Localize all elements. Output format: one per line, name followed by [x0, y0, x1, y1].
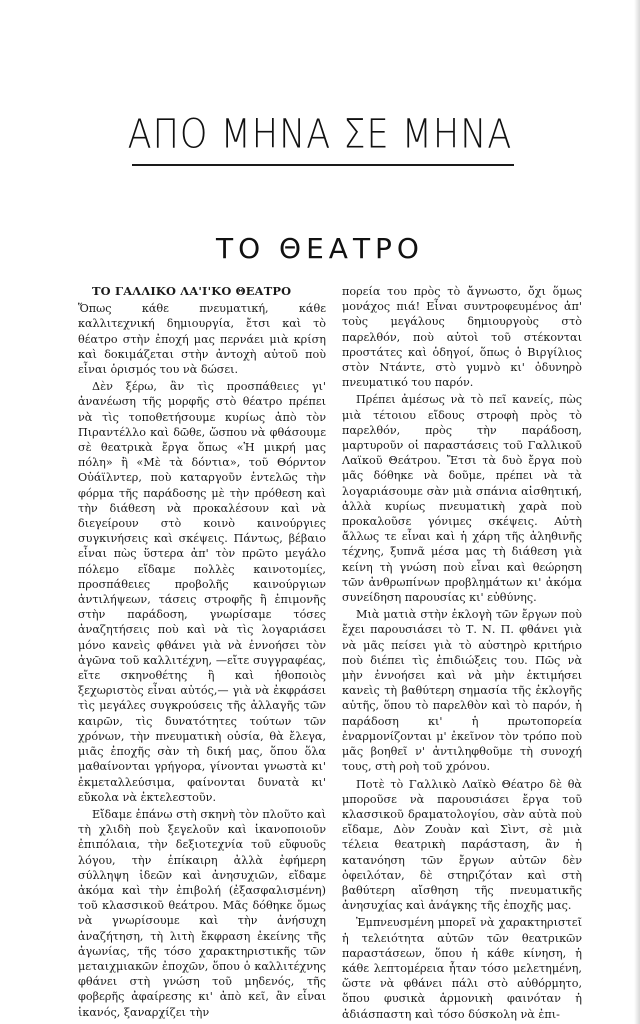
paragraph: Εἴδαμε ἐπάνω στὴ σκηνὴ τὸν πλοῦτο καὶ τὴ χλιδὴ ποὺ ξεγελοῦν καὶ ἱκανοποιοῦν ἐπιπόλαια, τὴν δεξιοτεχνία τοῦ εὔφυοῦς λόγου, τὴν ἐπίκαιρη ἀλλὰ ἐφήμερη σύλληψη ἰδεῶν καὶ ἀνησυχιῶν, εἴδαμε ἀκόμα καὶ τὴν ἐπιβολή (ἐξασφαλισμένη) τοῦ κλασσικοῦ θεάτρου. Μᾶς δόθηκε ὅμως νὰ γνωρίσουμε καὶ τὴν ἀνήσυχη ἀναζήτηση, τὴ λιτὴ ἔκφραση ἐκείνης τῆς ἀγωνίας, τῆς τόσο χαρακτηριστικῆς τῶν μεταιχμιακῶν ἐποχῶν, ὅπου ὁ καλλιτέχνης φθάνει στὴ γνώση τοῦ μηδενός, τῆς φοβερῆς ἀφαίρεσης κι' ἀπὸ κεῖ, ἂν εἶναι ἱκανός, ξαναρχίζει τὴν — [78, 807, 326, 1019]
paragraph: Ὅπως κάθε πνευματική, κάθε καλλιτεχνική δημιουργία, ἔτσι καὶ τὸ θέατρο στὴν ἐποχή μας περνάει μιὰ κρίση καὶ δοκιμάζεται στὴν ἀντοχὴ αὐτοῦ ποὺ εἶναι ὁρισμός του νὰ δώσει. — [78, 302, 326, 377]
paragraph: Πρέπει ἀμέσως νὰ τὸ πεῖ κανείς, πὼς μιὰ τέτοιου εἴδους στροφὴ πρὸς τὸ παρελθόν, πρὸς τὴν παράδοση, μαρτυροῦν οἱ παραστάσεις τοῦ Γαλλικοῦ Λαϊκοῦ Θεάτρου. Ἔτσι τὰ δυὸ ἔργα ποὺ μᾶς δόθηκε νὰ δοῦμε, πρέπει νὰ τὰ λογαριάσουμε σὰν μιὰ σπάνια αἰσθητική, ἀλλὰ κυρίως πνευματικὴ χαρὰ ποὺ προκαλοῦσε γόνιμες σκέψεις. Αὐτὴ ἄλλως τε εἶναι καὶ ἡ χάρη τῆς ἀληθινῆς τέχνης, ξυπνᾶ μέσα μας τὴ διάθεση γιὰ κείνη τὴ γνώση ποὺ εἶναι καὶ θεώρηση τῶν ἀνθρωπίνων προβλημάτων κι' ἀκόμα συνείδηση παρουσίας κι' εὐθύνης. — [342, 393, 582, 605]
left-column — [78, 284, 326, 1022]
section-rule — [132, 164, 514, 166]
paragraph: Ἐμπνευσμένη μπορεῖ νὰ χαρακτηριστεῖ ἡ τελειότητα αὐτῶν τῶν θεατρικῶν παραστάσεων, ὅπου ἡ κάθε κίνηση, ἡ κάθε λεπτομέρεια ἦταν τόσο μελετημένη, ὥστε νὰ φθάνει πάλι στὸ αὐθόρμητο, ὅπου φυσικὰ ἁρμονικὴ φαινόταν ἡ ἀδιάσπαστη καὶ τόσο δύσκολη νὰ ἐπι- — [342, 916, 582, 1021]
paragraph: Μιὰ ματιὰ στὴν ἐκλογὴ τῶν ἔργων ποὺ ἔχει παρουσιάσει τὸ Τ. Ν. Π. φθάνει γιὰ νὰ μᾶς πείσει γιὰ τὸ αὐστηρὸ κριτήριο ποὺ διέπει τὶς ἐπιδιώξεις του. Πῶς νὰ μὴν ἐννοήσει καὶ νὰ μὴν ἐκτιμήσει κανεὶς τὴ βαθύτερη σημασία τῆς ἐκλογῆς αὐτῆς, ὅπου τὸ παρελθὸν καὶ τὸ παρόν, ἡ παράδοση κι' ἡ πρωτοπορεία ἐναρμονίζονται μ' ἐκεῖνον τὸν τρόπο ποὺ μᾶς βοηθεῖ ν' ἀντιληφθοῦμε τὴ συνοχή τους, στὴ ροὴ τοῦ χρόνου. — [342, 608, 582, 774]
article-subheading: ΤΟ ΓΑΛΛΙΚΟ ΛΑ'Ι'ΚΟ ΘΕΑΤΡΟ — [92, 284, 292, 298]
paragraph: πορεία του πρὸς τὸ ἄγνωστο, ὄχι ὅμως μονάχος πιά! Εἶναι συντροφευμένος ἀπ' τοὺς μεγάλους δημιουργοὺς στὸ παρελθόν, ποὺ αὐτοὶ τοῦ στέκονται προστάτες καὶ ὁδηγοί, ὅπως ὁ Βιργίλιος στὸν Ντάντε, στὸ γυμνὸ κι' ὀδυνηρὸ πνευματικό του παρόν. — [342, 285, 582, 390]
section-title: ΑΠΟ ΜΗΝΑ ΣΕ ΜΗΝΑ — [127, 111, 513, 158]
paragraph: Δὲν ξέρω, ἂν τὶς προσπάθειες γι' ἀνανέωση τῆς μορφῆς στὸ θέατρο πρέπει νὰ τὶς τοποθετήσουμε κυρίως ἀπὸ τὸν Πιραντέλλο καὶ δῶθε, ὥσπου νὰ φθάσουμε σὲ θεατρικὰ ἔργα ὅπως «Ἡ μικρή μας πόλη» ἢ «Μὲ τὰ δόντια», τοῦ Θόρντον Οὐάϊλντερ, ποὺ καταργοῦν ἐντελῶς τὴν φόρμα τῆς παράδοσης μὲ τὴν πρόθεση καὶ τὴν διάθεση νὰ προκαλέσουν καὶ νὰ διεγείρουν στὸ κοινὸ καινούργιες συγκινήσεις καὶ σκέψεις. Πάντως, βέβαιο εἶναι πὼς ὕστερα ἀπ' τὸν πρῶτο μεγάλο πόλεμο εἴδαμε πολλὲς καινοτομίες, προσπάθειες προβολῆς καινούργιων ἀντιλήψεων, τάσεις στροφῆς ἢ ἐπιμονῆς στὴν παράδοση, γνωρίσαμε τόσες ἀναζητήσεις ποὺ καὶ νὰ τὶς λογαριάσει μόνο κανεὶς φθάνει γιὰ νὰ ἐννοήσει τὸν ἀγῶνα τοῦ καλλιτέχνη, —εἴτε συγγραφέας, εἴτε σκηνοθέτης ἢ καὶ ἠθοποιὸς ξεχωριστὸς εἶναι αὐτός,— γιὰ νὰ ἐκφράσει τὶς μεγάλες συγκρούσεις τῆς ἀλλαγῆς τῶν καιρῶν, τὶς δυνατότητες τούτων τῶν χρόνων, τὴν πνευματικὴ οὐσία, θὰ ἔλεγα, μιᾶς ἐποχῆς σὰν τὴ δική μας, ὅπου ὅλα μαθαίνονται γρήγορα, γίνονται γνωστὰ κι' ἐκμεταλλεύσιμα, φαίνονται δυνατὰ κι' εὔκολα νὰ ἐκτελεστοῦν. — [78, 380, 326, 804]
article-title-wrap — [0, 232, 640, 265]
right-column — [342, 284, 582, 1024]
page-edge-shadow — [634, 0, 640, 1024]
article-title: ΤΟ ΘΕΑΤΡΟ — [216, 232, 424, 265]
paragraph: Ποτὲ τὸ Γαλλικὸ Λαϊκὸ Θέατρο δὲ θὰ μποροῦσε νὰ παρουσιάσει ἔργα τοῦ κλασσικοῦ δραματολογίου, σὰν αὐτὰ ποὺ εἴδαμε, Δὸν Ζουὰν καὶ Σὶντ, σὲ μιὰ τέλεια θεατρικὴ παράσταση, ἂν ἡ κατανόηση τῶν ἔργων αὐτῶν δὲν ὀφειλόταν, δὲ στηριζόταν καὶ στὴ βαθύτερη αἴσθηση τῆς πνευματικῆς ἀνησυχίας καὶ ἀνάγκης τῆς ἐποχῆς μας. — [342, 777, 582, 913]
section-header — [0, 111, 640, 158]
